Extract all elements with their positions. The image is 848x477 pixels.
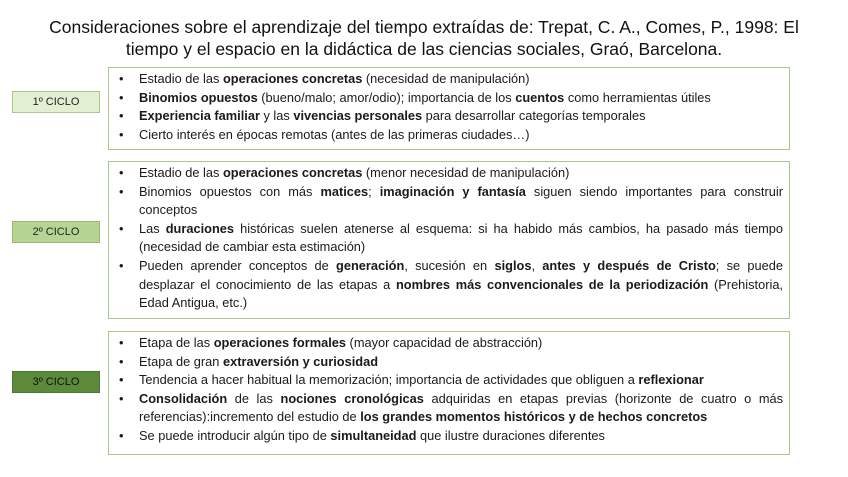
bullet-item [115, 390, 783, 427]
text: Pueden aprender conceptos de [139, 257, 337, 273]
text: Las [139, 220, 166, 236]
bold-text: operaciones concretas [222, 165, 363, 180]
bold-text: Consolidación [139, 390, 228, 406]
text: Etapa de las [139, 335, 214, 350]
text: Cierto interés en épocas remotas (antes de las primeras ciudades…) [139, 126, 530, 142]
cycle-list-1 [115, 70, 783, 144]
text: Estadio de las [139, 71, 223, 86]
text: (bueno/malo; amor/odio); importancia de los [257, 89, 516, 105]
bullet-item [115, 89, 783, 108]
text: Binomios opuestos con más [139, 183, 321, 199]
text: Estadio de las [139, 165, 223, 180]
bold-text: generación [336, 257, 405, 273]
bold-text: extraversión y curiosidad [222, 353, 379, 369]
bold-text: simultaneidad [330, 427, 417, 443]
text: que ilustre duraciones diferentes [416, 427, 605, 443]
text: de las [227, 390, 281, 406]
bullet-item [115, 126, 783, 145]
bullet-item [115, 371, 783, 390]
bold-text: Experiencia familiar [139, 108, 260, 124]
bold-text: los grandes momentos históricos y de hechos concretos [360, 409, 708, 425]
text: (necesidad de manipulación) [362, 71, 530, 86]
bullet-item [115, 107, 783, 126]
text: , sucesión en [404, 257, 495, 273]
cycle-box-3 [108, 331, 790, 455]
bullet-item [115, 164, 783, 183]
cycle-label-2: 2º CICLO [12, 221, 100, 243]
cycle-list-3 [115, 334, 783, 446]
bullet-item [115, 353, 783, 372]
bullet-item [115, 427, 783, 446]
text: Se puede introducir algún tipo de [139, 427, 331, 443]
bullet-item [115, 257, 783, 313]
bullet-item [115, 70, 783, 89]
bold-text: matices [320, 183, 369, 199]
bullet-item [115, 220, 783, 257]
bold-text: Binomios opuestos [139, 89, 258, 105]
bold-text: vivencias personales [293, 108, 423, 124]
text: siguen siendo importantes para construir conceptos [139, 183, 783, 218]
text: ; se puede desplazar el conocimiento de las etapas a [139, 257, 783, 292]
bullet-item [115, 183, 783, 220]
cycle-box-2 [108, 161, 790, 319]
cycle-box-1 [108, 67, 790, 150]
text: como herramientas útiles [564, 89, 711, 105]
bold-text: imaginación y fantasía [379, 183, 526, 199]
bullet-item [115, 334, 783, 353]
bold-text: operaciones concretas [222, 71, 363, 86]
text: Tendencia a hacer habitual la memorización; importancia de actividades que obliguen a [139, 372, 639, 388]
bold-text: cuentos [515, 89, 565, 105]
bold-text: reflexionar [638, 372, 704, 388]
text: para desarrollar categorías temporales [422, 108, 646, 124]
bold-text: duraciones [165, 220, 234, 236]
title-line-2: tiempo y el espacio en la didáctica de las ciencias sociales, Graó, Barcelona. [125, 39, 723, 59]
bold-text: antes y después de Cristo [542, 257, 716, 273]
text: , [531, 257, 543, 273]
text: adquiridas en etapas previas (horizonte de cuatro o más referencias):incremento del estudio de [139, 390, 784, 425]
text: y las [259, 108, 294, 124]
text: históricas suelen atenerse al esquema: si ha habido más cambios, ha pasado más tiempo (necesidad de cambiar esta estimación) [139, 220, 783, 255]
bold-text: nociones cronológicas [280, 390, 424, 406]
title-line-1: Consideraciones sobre el aprendizaje del tiempo extraídas de: Trepat, C. A., Comes, P., 1998: El [49, 17, 799, 37]
text: Etapa de gran [139, 353, 223, 369]
bold-text: operaciones formales [213, 335, 346, 350]
text: (menor necesidad de manipulación) [362, 165, 570, 180]
cycle-list-2 [115, 164, 783, 313]
page-title [20, 16, 828, 60]
text: (Prehistoria, Edad Antigua, etc.) [139, 276, 783, 311]
text: ; [368, 183, 380, 199]
text: (mayor capacidad de abstracción) [346, 335, 543, 350]
cycle-label-1: 1º CICLO [12, 91, 100, 113]
cycle-label-3: 3º CICLO [12, 371, 100, 393]
bold-text: siglos [494, 257, 532, 273]
bold-text: nombres más convencionales de la periodización [395, 276, 709, 292]
